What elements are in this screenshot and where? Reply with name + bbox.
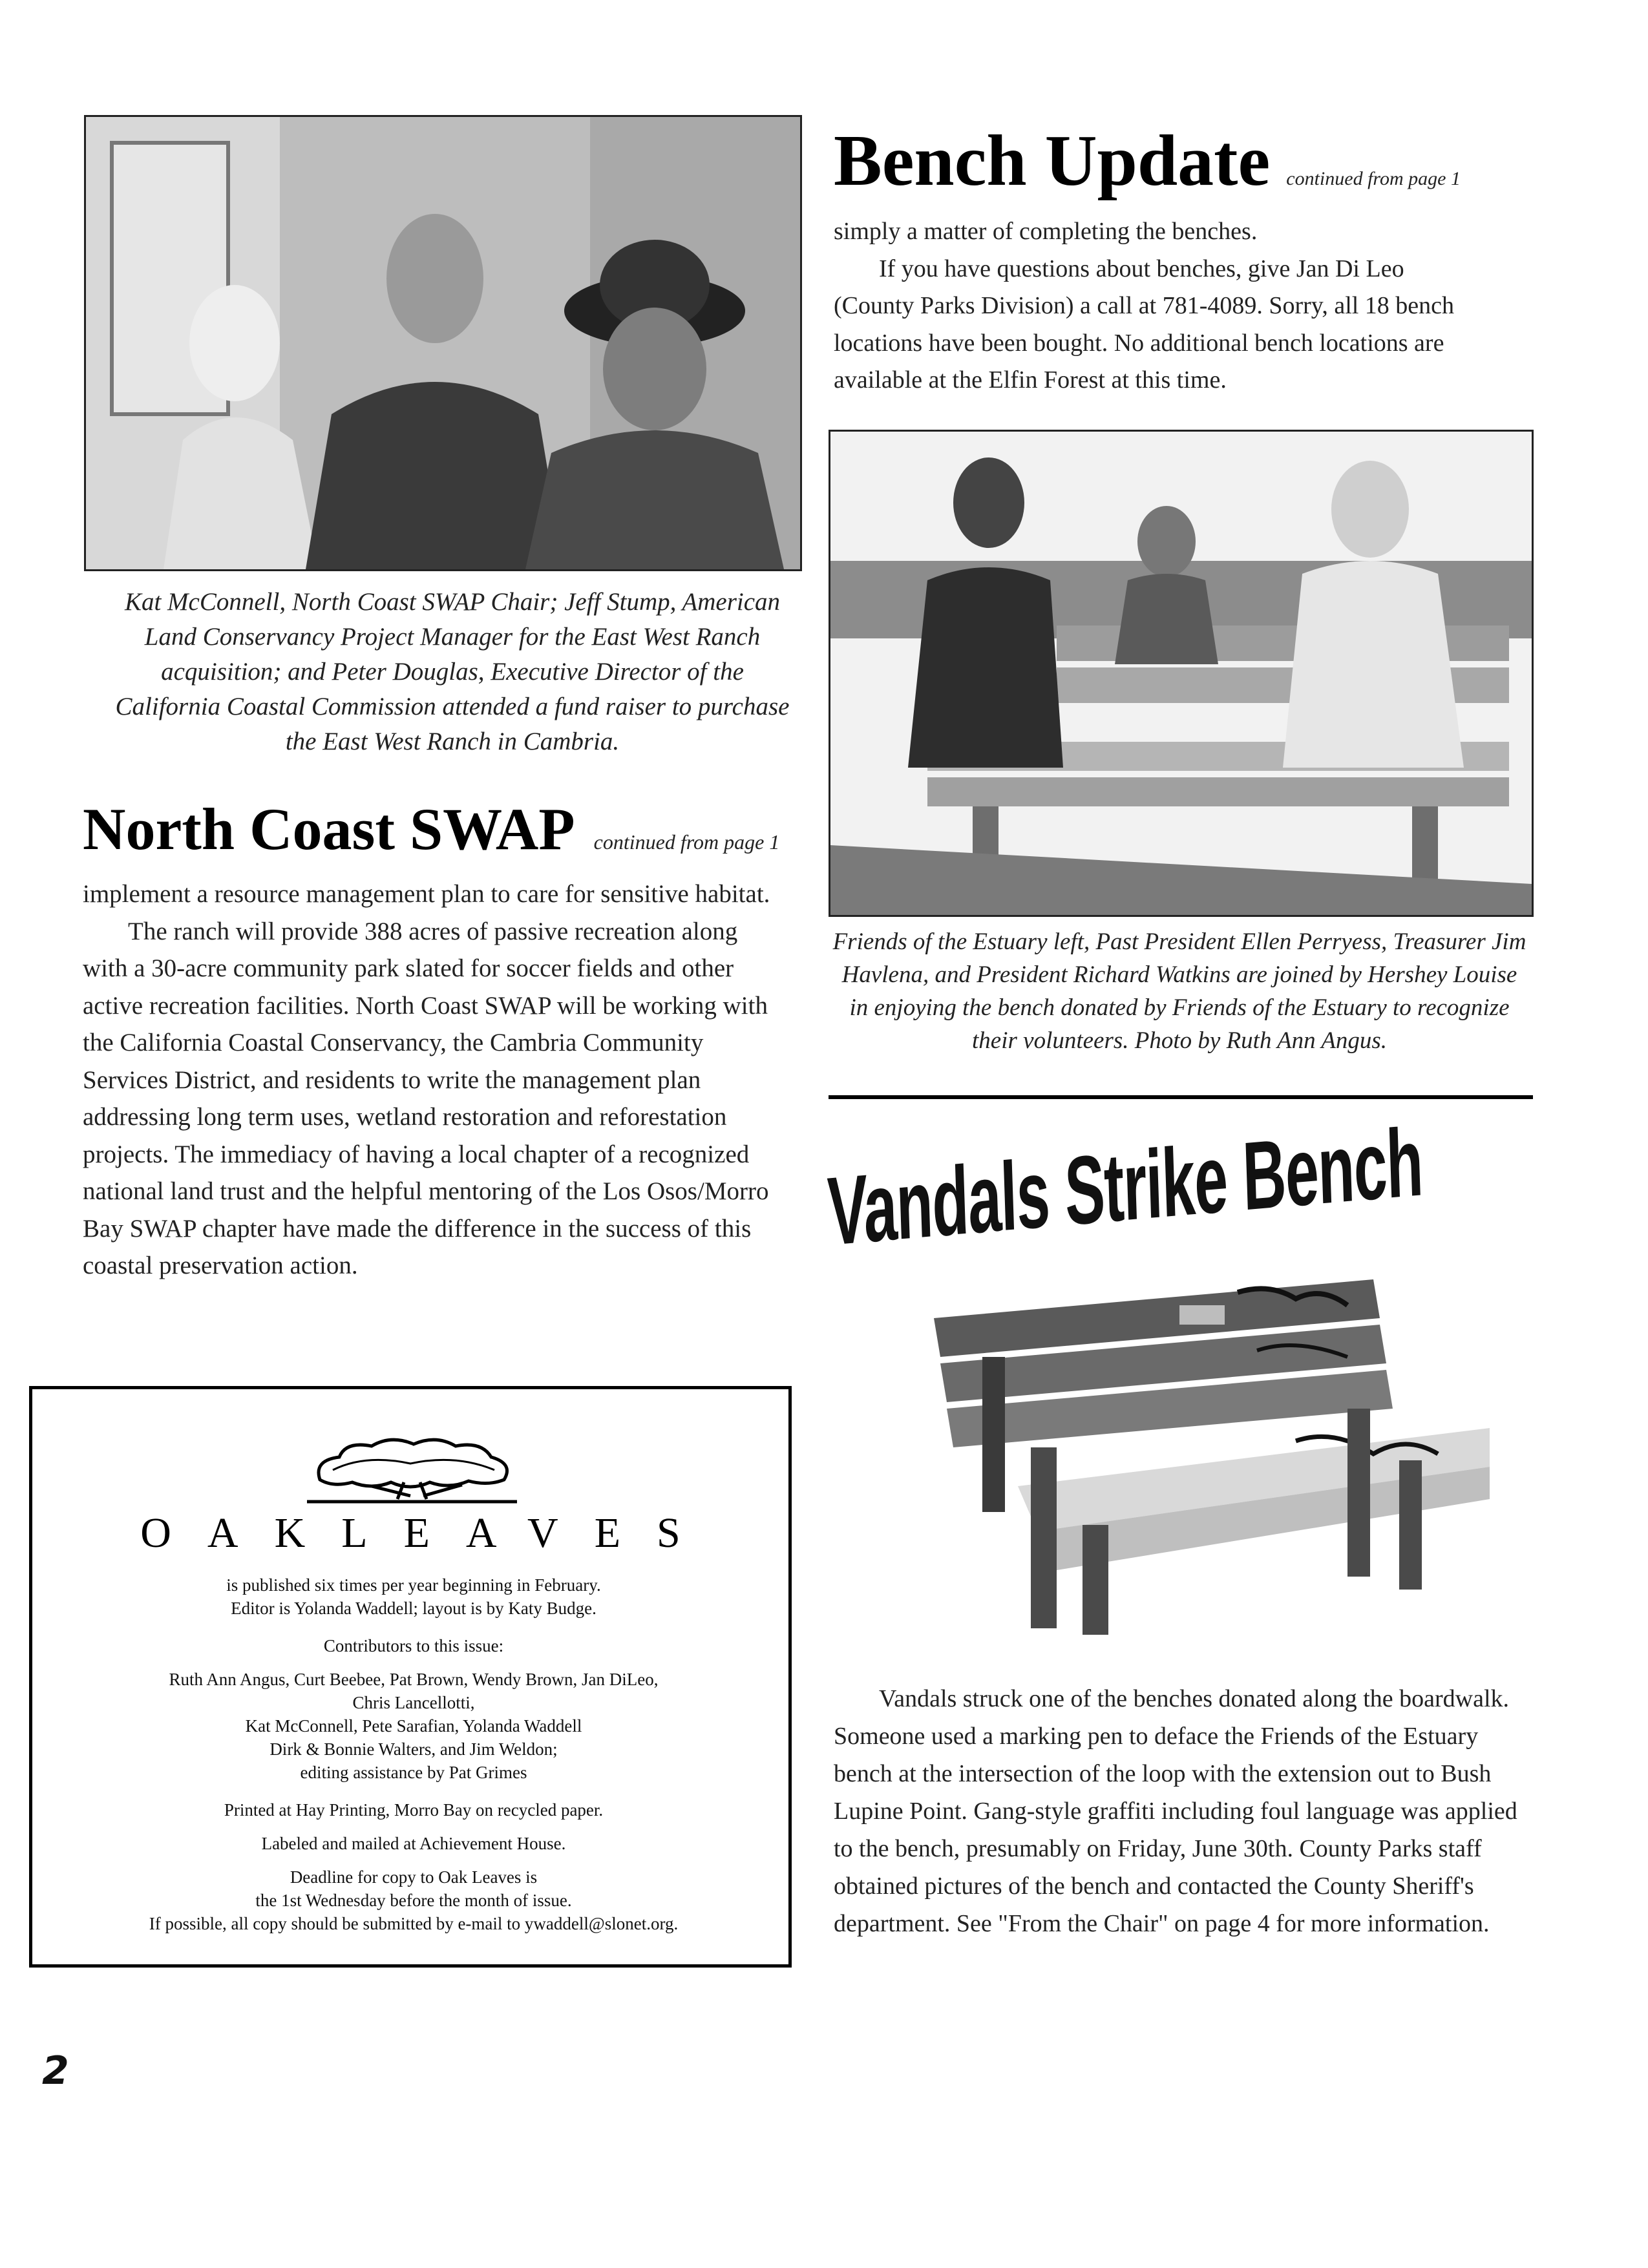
bench-update-paragraph-2: If you have questions about benches, give Jan Di Leo (County Parks Division) a call at 781-4089. Sorry, all 18 bench locations have been bought. No additional bench locations are available at the Elfin Forest at this time. [834,255,1455,394]
masthead-title: OAKLEAVES [140,1509,717,1557]
vandals-paragraph: Vandals struck one of the benches donated along the boardwalk. Someone used a marking pen to deface the Friends of the Estuary bench at the intersection of the loop with the extension out to Bush Lupine Point. Gang-style graffiti including foul language was applied to the bench, presumably on Friday, June 30th. County Parks staff obtained pictures of the bench and contacted the County Sheriff's department. See "From the Chair" on page 4 for more information. [834,1685,1517,1937]
masthead-box [29,1386,792,1968]
north-coast-paragraph-2: The ranch will provide 388 acres of passive recreation along with a 30-acre community park slated for soccer fields and other active recreation facilities. North Coast SWAP will be working with the California Coastal Conservancy, the Cambria Community Services District, and residents to write the management plan addressing long term uses, wetland restoration and reforestation projects. The immediacy of having a local chapter of a recognized national land trust and the helpful mentoring of the Los Osos/Morro Bay SWAP chapter have made the difference in the success of this coastal preservation action. [83,917,769,1279]
vandals-article [834,1680,1525,1942]
photo-swap-fundraiser [84,115,802,571]
north-coast-article [83,876,781,1285]
photo-bench-caption: Friends of the Estuary left, Past President Ellen Perryess, Treasurer Jim Havlena, and President Richard Watkins are joined by Hershey Louise in enjoying the bench donated by Friends of the Estuary to recognize their volunteers. Photo by Ruth Ann Angus. [832,929,1527,1054]
photo-swap-caption: Kat McConnell, North Coast SWAP Chair; Jeff Stump, American Land Conservancy Project Manager for the East West Ranch acquisition; and Peter Douglas, Executive Director of the California Coastal Commission attended a fund raiser to purchase the East West Ranch in Cambria. [115,588,790,755]
page-number: 2 [42,2048,69,2094]
north-coast-continued: continued from page 1 [593,830,780,854]
masthead-published: is published six times per year beginning in February. [226,1575,601,1595]
masthead-contributors-3: Kat McConnell, Pete Sarafian, Yolanda Waddell [245,1716,582,1736]
masthead-printed: Printed at Hay Printing, Morro Bay on recycled paper. [224,1800,604,1820]
masthead-contributors-4: Dirk & Bonnie Walters, and Jim Weldon; [269,1739,558,1759]
section-divider [829,1095,1533,1099]
photo-vandalized-bench [934,1279,1490,1641]
masthead-contributors-heading: Contributors to this issue: [323,1636,504,1655]
masthead-labeled: Labeled and mailed at Achievement House. [261,1834,566,1853]
masthead-details [39,1573,788,1935]
bench-update-paragraph-1: simply a matter of completing the benches. [834,218,1258,245]
bench-update-continued: continued from page 1 [1286,168,1461,189]
masthead-deadline-1: Deadline for copy to Oak Leaves is [290,1867,538,1887]
north-coast-title: North Coast SWAP [83,796,575,862]
bench-update-article [834,213,1480,399]
north-coast-headline [83,795,813,863]
bench-update-title: Bench Update [834,121,1271,201]
masthead-deadline-3: If possible, all copy should be submitted by e-mail to ywaddell@slonet.org. [149,1914,679,1933]
masthead-deadline-2: the 1st Wednesday before the month of issue. [255,1891,572,1910]
masthead-editor: Editor is Yolanda Waddell; layout is by Katy Budge. [231,1599,597,1618]
vandals-headline: Vandals Strike Bench [826,1107,1424,1266]
bench-update-headline [834,120,1622,203]
north-coast-paragraph-1: implement a resource management plan to care for sensitive habitat. [83,880,770,908]
oak-tree-logo [307,1434,517,1506]
masthead-contributors-1: Ruth Ann Angus, Curt Beebee, Pat Brown, Wendy Brown, Jan DiLeo, [169,1670,659,1689]
masthead-contributors-2: Chris Lancellotti, [352,1693,475,1712]
masthead-contributors-5: editing assistance by Pat Grimes [300,1763,527,1782]
photo-bench-volunteers [829,430,1534,917]
